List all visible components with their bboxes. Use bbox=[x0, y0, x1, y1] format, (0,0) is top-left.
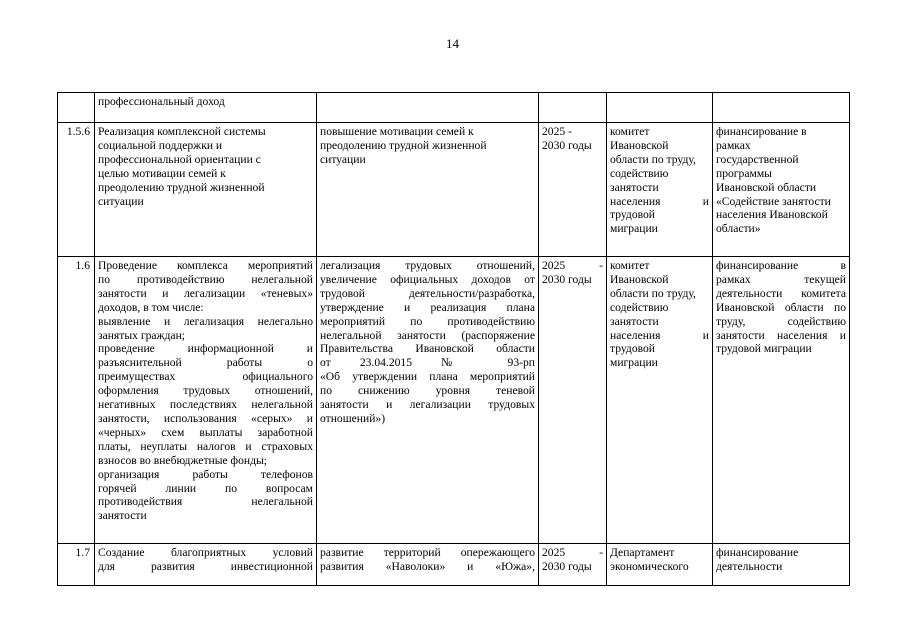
text-line: миграции bbox=[610, 222, 658, 236]
text-line: преодолению трудной жизненной bbox=[320, 138, 487, 152]
text-line: занятых граждан; bbox=[98, 328, 185, 342]
text-line: негативных последствиях нелегальной bbox=[98, 398, 313, 412]
text-line: населения и bbox=[610, 328, 709, 342]
text-line: содействию bbox=[610, 166, 669, 180]
text-line: деятельности комитета bbox=[716, 286, 846, 300]
text-line: по противодействию нелегальной bbox=[98, 272, 313, 286]
text-line: «Содействие занятости bbox=[716, 194, 831, 208]
text-line: Ивановской области bbox=[716, 180, 817, 194]
text-line: целью мотивации семей к bbox=[98, 166, 226, 180]
text-line: Ивановской области по bbox=[716, 300, 846, 314]
funding-cell bbox=[713, 257, 850, 544]
term-cell bbox=[539, 93, 607, 123]
text-line: труду, содействию bbox=[716, 314, 846, 328]
text-line: преимуществах официального bbox=[98, 370, 313, 384]
executor-cell bbox=[607, 123, 713, 257]
text-line: трудовой деятельности/разработка, bbox=[320, 286, 535, 300]
text-line: экономического bbox=[610, 559, 689, 573]
text-line: Правительства Ивановской области bbox=[320, 342, 535, 356]
event-cell bbox=[95, 93, 317, 123]
text-line: области по труду, bbox=[610, 286, 696, 300]
text-line: 2025 - bbox=[542, 125, 572, 138]
text-line: Проведение комплекса мероприятий bbox=[98, 259, 313, 272]
text-line: деятельности bbox=[716, 559, 783, 573]
text-line: Реализация комплексной системы bbox=[98, 125, 266, 138]
text-line: государственной bbox=[716, 152, 799, 166]
plan-table bbox=[57, 92, 850, 586]
result-cell bbox=[317, 93, 539, 123]
text-line: доходов, в том числе: bbox=[98, 300, 204, 314]
text-line: занятости bbox=[610, 314, 659, 328]
table-row bbox=[58, 93, 850, 123]
result-cell bbox=[317, 544, 539, 586]
text-line: социальной поддержки и bbox=[98, 138, 223, 152]
text-line: профессиональной ориентации с bbox=[98, 152, 261, 166]
row-number: 1.5.6 bbox=[58, 123, 95, 257]
text-line: развитие территорий опережающего bbox=[320, 546, 535, 559]
text-line: 2030 годы bbox=[542, 138, 592, 152]
event-cell bbox=[95, 123, 317, 257]
text-line: занятости bbox=[98, 509, 147, 523]
text-line: организация работы телефонов bbox=[98, 467, 313, 481]
executor-cell bbox=[607, 257, 713, 544]
text-line: комитет bbox=[610, 125, 650, 138]
text-line: выявление и легализация нелегально bbox=[98, 314, 313, 328]
table-row bbox=[58, 544, 850, 586]
text-line: занятости и легализации «теневых» bbox=[98, 286, 313, 300]
text-line: занятости населения и bbox=[716, 328, 846, 342]
table-row bbox=[58, 257, 850, 544]
text-line: легализация трудовых отношений, bbox=[320, 259, 535, 272]
text-line: развития «Наволоки» и «Южа», bbox=[320, 559, 535, 573]
text-line: Ивановской bbox=[610, 138, 669, 152]
text-line: по снижению уровня теневой bbox=[320, 384, 535, 398]
text-line: финансирование bbox=[716, 546, 799, 559]
table-row bbox=[58, 123, 850, 257]
executor-cell bbox=[607, 93, 713, 123]
row-number: 1.7 bbox=[58, 544, 95, 586]
text-line: комитет bbox=[610, 259, 650, 272]
text-line: занятости bbox=[610, 180, 659, 194]
text-line: 2030 годы bbox=[542, 272, 592, 286]
text-line: финансирование в bbox=[716, 259, 846, 272]
text-line: платы, неуплаты налогов и страховых bbox=[98, 439, 313, 453]
text-line: отношений») bbox=[320, 411, 386, 425]
text-line: Ивановской bbox=[610, 272, 669, 286]
text-line: разъяснительной работы о bbox=[98, 356, 313, 370]
text-line: области по труду, bbox=[610, 152, 696, 166]
result-cell bbox=[317, 257, 539, 544]
text-line: занятости и легализации трудовых bbox=[320, 398, 535, 412]
text-line: ситуации bbox=[98, 194, 144, 208]
text-line: противодействия нелегальной bbox=[98, 495, 313, 509]
funding-cell bbox=[713, 123, 850, 257]
text-line: содействию bbox=[610, 300, 669, 314]
text-line: Департамент bbox=[610, 546, 675, 559]
text-line: горячей линии по вопросам bbox=[98, 481, 313, 495]
term-cell bbox=[539, 257, 607, 544]
text-line: мероприятий по противодействию bbox=[320, 314, 535, 328]
text-line: от 23.04.2015 № 93-рп bbox=[320, 356, 535, 370]
text-line: взносов во внебюджетные фонды; bbox=[98, 453, 267, 467]
text-line: трудовой bbox=[610, 208, 656, 222]
text-line: трудовой миграции bbox=[716, 342, 812, 356]
text-line: 2025 - bbox=[542, 259, 603, 272]
text-line: трудовой bbox=[610, 342, 656, 356]
page-number: 14 bbox=[446, 36, 459, 51]
text-line: утверждение и реализация плана bbox=[320, 300, 535, 314]
text-line: рамках bbox=[716, 138, 751, 152]
text-line: рамках текущей bbox=[716, 272, 846, 286]
text-line: профессиональный доход bbox=[98, 95, 225, 108]
event-cell bbox=[95, 544, 317, 586]
text-line: занятости, использования «серых» и bbox=[98, 411, 313, 425]
text-line: Создание благоприятных условий bbox=[98, 546, 313, 559]
text-line: проведение информационной и bbox=[98, 342, 313, 356]
text-line: преодолению трудной жизненной bbox=[98, 180, 265, 194]
text-line: 2030 годы bbox=[542, 559, 592, 573]
text-line: ситуации bbox=[320, 152, 366, 166]
term-cell bbox=[539, 544, 607, 586]
term-cell bbox=[539, 123, 607, 257]
text-line: области» bbox=[716, 222, 761, 236]
text-line: программы bbox=[716, 166, 772, 180]
row-number bbox=[58, 93, 95, 123]
text-line: «черных» схем выплаты заработной bbox=[98, 425, 313, 439]
event-cell bbox=[95, 257, 317, 544]
text-line: увеличение официальных доходов от bbox=[320, 272, 535, 286]
text-line: финансирование в bbox=[716, 125, 807, 138]
funding-cell bbox=[713, 544, 850, 586]
text-line: миграции bbox=[610, 356, 658, 370]
text-line: 2025 - bbox=[542, 546, 603, 559]
text-line: повышение мотивации семей к bbox=[320, 125, 474, 138]
executor-cell bbox=[607, 544, 713, 586]
row-number: 1.6 bbox=[58, 257, 95, 544]
text-line: населения Ивановской bbox=[716, 208, 828, 222]
text-line: нелегальной занятости (распоряжение bbox=[320, 328, 535, 342]
funding-cell bbox=[713, 93, 850, 123]
text-line: оформления трудовых отношений, bbox=[98, 384, 313, 398]
text-line: для развития инвестиционной bbox=[98, 559, 313, 573]
result-cell bbox=[317, 123, 539, 257]
text-line: «Об утверждении плана мероприятий bbox=[320, 370, 535, 384]
text-line: населения и bbox=[610, 194, 709, 208]
